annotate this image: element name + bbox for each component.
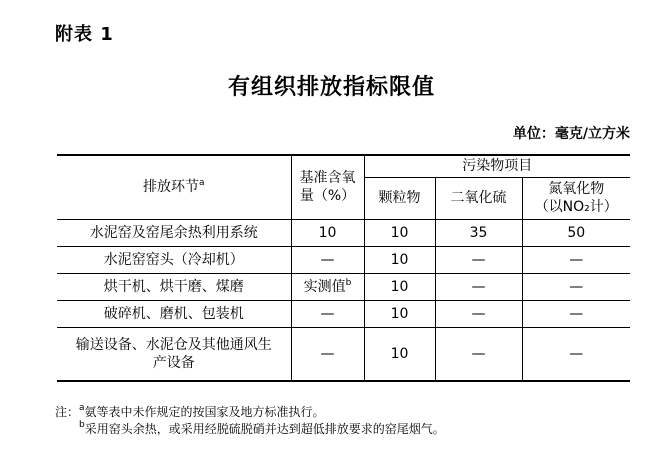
cell-nox: — (522, 273, 630, 300)
cell-oxygen-note-mark: b (345, 277, 352, 288)
table-row (57, 219, 630, 246)
cell-so2: — (435, 300, 522, 327)
table-title: 有组织排放指标限值 (227, 75, 435, 100)
note-a-mark: a (79, 403, 85, 413)
cell-process: 烘干机、烘干磨、煤磨 (57, 273, 291, 300)
cell-oxygen: 10 (291, 219, 364, 246)
note-a-text: 氨等表中未作规定的按国家及地方标准执行。 (84, 405, 325, 419)
header-nox (522, 177, 630, 219)
note-b (55, 421, 445, 438)
cell-process: 水泥窑窑头（冷却机） (57, 246, 291, 273)
cell-process-line1: 输送设备、水泥仓及其他通风生 (75, 336, 272, 353)
header-reference-oxygen (291, 155, 364, 219)
emission-limits-table (57, 154, 630, 382)
cell-so2: 35 (435, 219, 522, 246)
cell-particulates: 10 (364, 327, 435, 381)
cell-particulates: 10 (364, 300, 435, 327)
unit-label: 单位：毫克/立方米 (512, 126, 630, 142)
note-a (55, 404, 445, 421)
cell-oxygen: — (291, 246, 364, 273)
header-oxygen-line1: 基准含氧 (299, 170, 356, 187)
header-oxygen-line2: 量（%） (299, 188, 356, 205)
appendix-label: 附表 1 (55, 24, 114, 45)
header-pollutants-group: 污染物项目 (364, 155, 630, 177)
cell-process (57, 327, 291, 381)
cell-oxygen-value: 实测值 (303, 278, 346, 295)
cell-oxygen: — (291, 327, 364, 381)
table-row (57, 246, 630, 273)
table-row (57, 300, 630, 327)
cell-particulates: 10 (364, 246, 435, 273)
note-prefix: 注： (55, 405, 80, 419)
cell-process-line2: 产设备 (152, 354, 195, 371)
cell-particulates: 10 (364, 219, 435, 246)
header-so2: 二氧化硫 (435, 177, 522, 219)
cell-oxygen (291, 273, 364, 300)
header-process-note-mark: a (198, 178, 205, 189)
cell-process: 水泥窑及窑尾余热利用系统 (57, 219, 291, 246)
table-row (57, 327, 630, 381)
header-process (57, 155, 291, 219)
cell-nox: — (522, 327, 630, 381)
note-b-mark: b (79, 420, 85, 430)
cell-so2: — (435, 273, 522, 300)
table-notes (55, 404, 445, 438)
cell-nox: — (522, 300, 630, 327)
cell-oxygen: — (291, 300, 364, 327)
note-b-text: 采用窑头余热，或采用经脱硫脱硝并达到超低排放要求的窑尾烟气。 (84, 422, 445, 436)
table-row (57, 273, 630, 300)
header-nox-line2: （以NO₂计） (534, 199, 618, 215)
table-header-row (57, 155, 630, 177)
cell-so2: — (435, 327, 522, 381)
cell-process: 破碎机、磨机、包装机 (57, 300, 291, 327)
cell-nox: — (522, 246, 630, 273)
cell-nox: 50 (522, 219, 630, 246)
cell-particulates: 10 (364, 273, 435, 300)
header-process-label: 排放环节 (142, 179, 199, 196)
header-particulates: 颗粒物 (364, 177, 435, 219)
cell-so2: — (435, 246, 522, 273)
header-nox-line1: 氮氧化物 (548, 181, 605, 197)
